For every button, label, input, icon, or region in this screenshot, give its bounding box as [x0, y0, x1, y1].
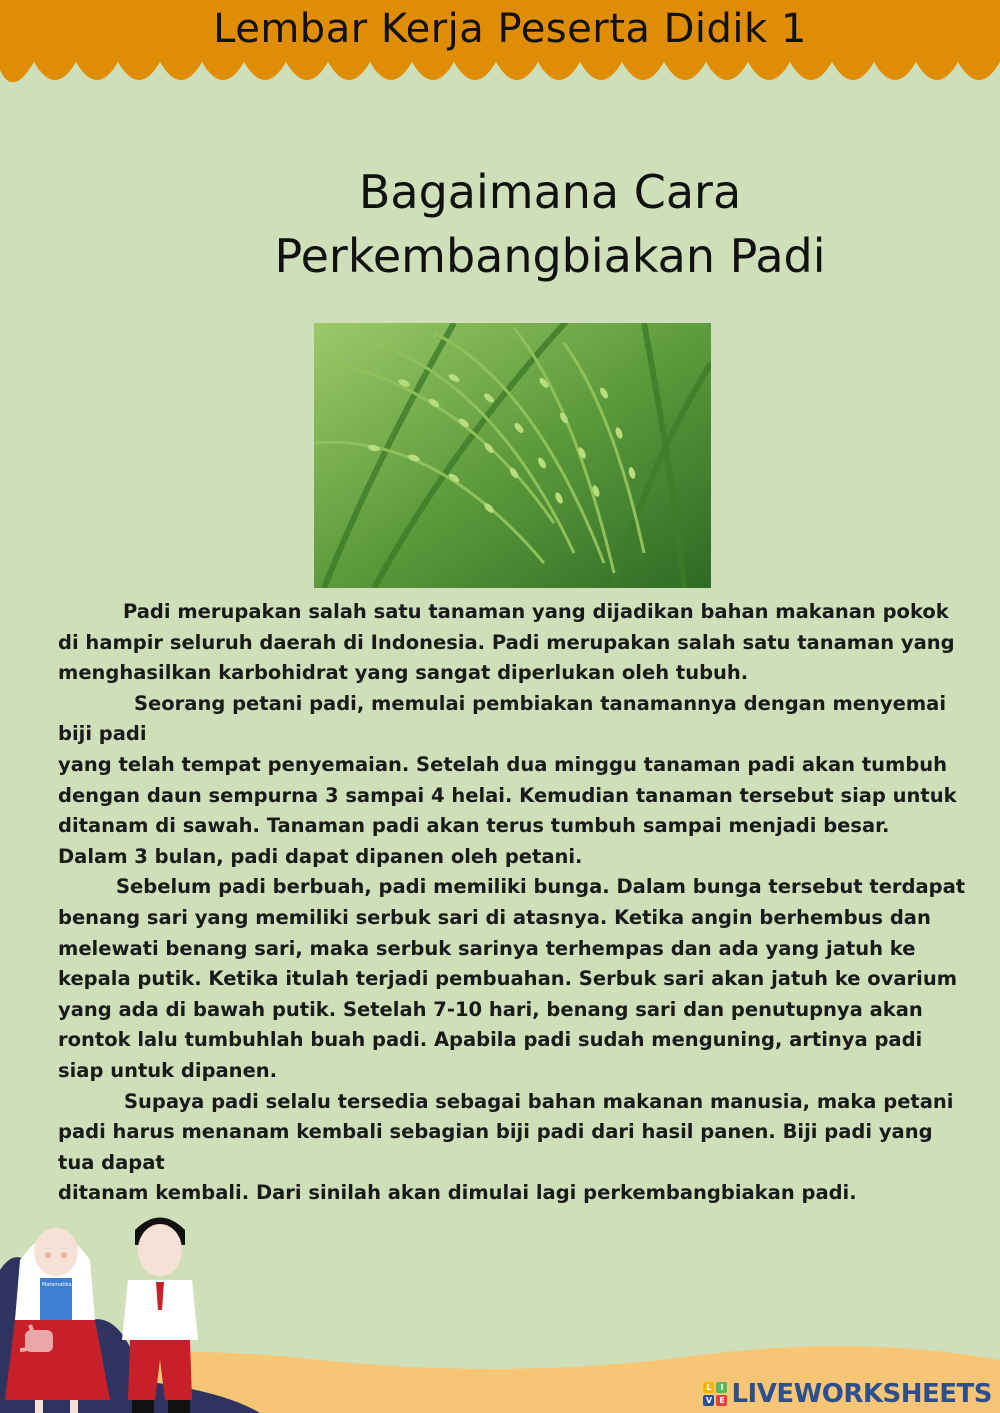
page-title [150, 160, 950, 288]
paragraph-1: Padi merupakan salah satu tanaman yang dijadikan bahan makanan pokok di hampir seluruh daerah di Indonesia. Padi merupakan salah satu tanaman yang menghasilkan karbohidrat yang sangat diperlukan oleh tubuh. [58, 600, 955, 685]
header-banner [0, 0, 1000, 100]
students-illustration [0, 1200, 300, 1413]
liveworksheets-mark-icon: L I V E [703, 1382, 727, 1406]
book-label: Matematika [42, 1282, 72, 1288]
rice-plant-photo [314, 323, 711, 588]
boy-student-illustration [122, 1218, 198, 1413]
paragraph-2: Seorang petani padi, memulai pembiakan tanamannya dengan menyemai biji padi yang telah tempat penyemaian. Setelah dua minggu tanaman padi akan tumbuh dengan daun sempurna 3 sampai 4 helai. Kemudian tanaman tersebut siap untuk ditanam di sawah. Tanaman padi akan terus tumbuh sampai menjadi besar. Dalam 3 bulan, padi dapat dipanen oleh petani. [58, 691, 957, 868]
paragraph-4: Supaya padi selalu tersedia sebagai bahan makanan manusia, maka petani padi harus menanam kembali sebagian biji padi dari hasil panen. Biji padi yang tua dapat ditanam kembali. Dari sinilah akan dimulai lagi perkembangbiakan padi. [58, 1089, 954, 1205]
liveworksheets-wordmark: LIVEWORKSHEETS [731, 1379, 992, 1409]
girl-student-illustration [5, 1228, 110, 1413]
page-title-line-2: Perkembangbiakan Padi [274, 229, 826, 283]
page-title-line-1: Bagaimana Cara [358, 165, 742, 219]
paragraph-3: Sebelum padi berbuah, padi memiliki bunga. Dalam bunga tersebut terdapat benang sari yang memiliki serbuk sari di atasnya. Ketika angin berhembus dan melewati benang sari, maka serbuk sarinya terhempas dan ada yang jatuh ke kepala putik. Ketika itulah terjadi pembuahan. Serbuk sari akan jatuh ke ovarium yang ada di bawah putik. Setelah 7-10 hari, benang sari dan penutupnya akan rontok lalu tumbuhlah buah padi. Apabila padi sudah menguning, artinya padi siap untuk dipanen. [58, 875, 966, 1082]
header-title: Lembar Kerja Peserta Didik 1 [213, 6, 807, 52]
liveworksheets-logo [703, 1377, 992, 1411]
body-text [58, 597, 967, 1209]
